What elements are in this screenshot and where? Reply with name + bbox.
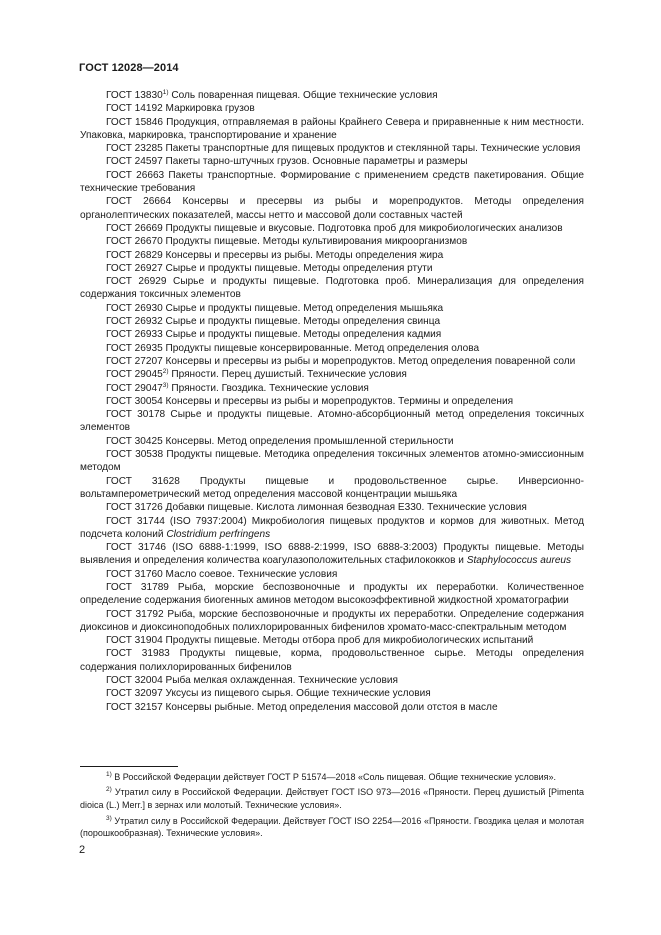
- reference-title: Сырье и продукты пищевые. Атомно-абсорбционный метод определения токсичных элементов: [80, 409, 584, 434]
- reference-title: Продукты пищевые консервированные. Метод определения олова: [162, 342, 480, 354]
- reference-code: ГОСТ 30178: [106, 409, 166, 421]
- reference-title: Сырье и продукты пищевые. Методы определения кадмия: [162, 329, 442, 341]
- reference-code: ГОСТ 30538: [106, 449, 164, 461]
- reference-title: Масло соевое. Технические условия: [162, 568, 338, 580]
- reference-title: Пакеты тарно-штучных грузов. Основные параметры и размеры: [162, 156, 468, 168]
- reference-code: ГОСТ 14192: [106, 103, 163, 115]
- reference-item: [80, 541, 584, 568]
- reference-title: Продукты пищевые. Методика определения токсичных элементов атомно-эмиссионным методом: [80, 449, 584, 474]
- reference-title: Добавки пищевые. Кислота лимонная безводная Е330. Технические условия: [162, 502, 527, 514]
- reference-item: [80, 608, 584, 635]
- reference-title: Продукция, отправляемая в районы Крайнего Севера и приравненные к ним местности. Упаковка, маркировка, транспортирование и хранение: [80, 116, 585, 141]
- reference-item: [80, 581, 584, 608]
- reference-code: ГОСТ 27207: [106, 355, 163, 367]
- reference-code: ГОСТ 30054: [106, 395, 163, 407]
- footnote-mark: 3): [106, 814, 112, 822]
- reference-title: Пакеты транспортные для пищевых продуктов и стеклянной тары. Технические условия: [162, 143, 581, 155]
- reference-code: ГОСТ 31628: [106, 475, 180, 487]
- page-number: 2: [79, 844, 86, 856]
- footnote-mark: 1): [106, 771, 112, 778]
- reference-code: ГОСТ 32004: [106, 675, 163, 687]
- reference-code: ГОСТ 32157: [106, 701, 163, 713]
- reference-code: ГОСТ 29045: [106, 369, 163, 381]
- reference-code: ГОСТ 15846: [106, 116, 164, 128]
- reference-title: Соль поваренная пищевая. Общие технические условия: [168, 90, 438, 101]
- species-name: Staphylococcus aureus: [466, 555, 572, 567]
- footnote-text: Утратил силу в Российской Федерации. Действует ГОСТ ISO 2254—2016 «Пряности. Гвоздика целая и молотая (порошкообразная). Технические условия».: [80, 815, 584, 839]
- reference-title: Сырье и продукты пищевые. Метод определения мышьяка: [162, 302, 444, 314]
- reference-code: ГОСТ 31983: [106, 648, 170, 660]
- footnotes: [80, 771, 584, 843]
- reference-item: [80, 501, 584, 514]
- reference-code: ГОСТ 13830: [106, 90, 163, 101]
- reference-title: (ISO 6888-1:1999, ISO 6888-2:1999, ISO 6888-3:2003) Продукты пищевые. Методы выявления и определения количества коагулазоположительных стафилококков и: [80, 542, 584, 567]
- reference-title: Рыба, морские беспозвоночные и продукты их переработки. Определение содержания диоксинов и диоксиноподобных полихлорированных бифенилов хромато-масс-спектральным методом: [80, 608, 585, 633]
- reference-title: Сырье и продукты пищевые. Подготовка проб. Минерализация для определения содержания токсичных элементов: [80, 276, 584, 301]
- reference-code: ГОСТ 31744: [106, 515, 165, 527]
- reference-item: [80, 515, 584, 542]
- species-name: Clostridium perfringens: [166, 528, 271, 540]
- footnote: [80, 786, 584, 812]
- footnote-mark: 2): [162, 368, 169, 376]
- reference-title: Рыба, морские беспозвоночные и продукты их переработки. Количественное определение содержания биогенных аминов методом высокоэффективной жидкостной хроматографии: [80, 581, 584, 607]
- reference-code: ГОСТ 26935: [106, 342, 163, 354]
- footnote-text: Утратил силу в Российской Федерации. Действует ГОСТ ISO 973—2016 «Пряности. Перец душистый [Pimenta dioica (L.) Merr.] в зернах или молотый. Технические условия».: [80, 787, 584, 811]
- reference-item: [80, 195, 584, 222]
- reference-title: Сырье и продукты пищевые. Методы определения ртути: [162, 262, 433, 274]
- reference-code: ГОСТ 29047: [106, 382, 163, 394]
- reference-code: ГОСТ 31760: [106, 568, 163, 580]
- reference-code: ГОСТ 30425: [106, 435, 163, 447]
- reference-item: [80, 235, 584, 248]
- reference-item: [80, 249, 584, 262]
- reference-item: [80, 102, 584, 115]
- reference-title: Рыба мелкая охлажденная. Технические условия: [162, 675, 398, 687]
- footnote-separator: [80, 766, 178, 767]
- reference-title: (ISO 7937:2004) Микробиология пищевых продуктов и кормов для животных. Метод подсчета колоний: [80, 515, 585, 540]
- reference-item: [80, 674, 584, 687]
- reference-title: Продукты пищевые и продовольственное сырье. Инверсионно-вольтамперометрический метод определения массовой концентрации мышьяка: [80, 475, 585, 500]
- reference-code: ГОСТ 23285: [106, 143, 163, 155]
- reference-code: ГОСТ 31792: [106, 608, 164, 620]
- reference-code: ГОСТ 31726: [106, 502, 163, 514]
- reference-item: [80, 315, 584, 328]
- reference-title: Продукты пищевые. Методы отбора проб для микробиологических испытаний: [162, 635, 534, 647]
- reference-item: [80, 142, 584, 155]
- reference-item: [80, 222, 584, 235]
- reference-title: Консервы. Метод определения промышленной стерильности: [162, 435, 454, 447]
- reference-item: [80, 328, 584, 341]
- reference-item: [80, 368, 584, 381]
- reference-title: Пряности. Гвоздика. Технические условия: [168, 382, 369, 394]
- reference-title: Продукты пищевые и вкусовые. Подготовка проб для микробиологических анализов: [162, 222, 563, 234]
- footnote-mark: 2): [106, 786, 112, 794]
- reference-code: ГОСТ 26664: [106, 196, 172, 208]
- reference-item: [80, 155, 584, 168]
- footnote-mark: 3): [162, 381, 169, 389]
- reference-title: Консервы рыбные. Метод определения массовой доли отстоя в масле: [162, 701, 498, 713]
- reference-title: Маркировка грузов: [162, 103, 255, 115]
- reference-title: Продукты пищевые, корма, продовольственное сырье. Методы определения содержания полихлорированных бифенилов: [80, 648, 584, 673]
- footnote: [80, 771, 584, 784]
- reference-item: [80, 169, 584, 196]
- reference-code: ГОСТ 26933: [106, 329, 163, 341]
- footnote-text: В Российской Федерации действует ГОСТ Р 51574—2018 «Соль пищевая. Общие технические условия».: [111, 772, 557, 782]
- reference-item: [80, 262, 584, 275]
- reference-item: [80, 435, 584, 448]
- reference-item: [80, 568, 584, 581]
- reference-title: Консервы и пресервы из рыбы и морепродуктов. Термины и определения: [162, 395, 514, 407]
- reference-code: ГОСТ 31746: [106, 542, 167, 554]
- reference-title: Продукты пищевые. Методы культивирования микроорганизмов: [162, 236, 468, 248]
- reference-item: [80, 395, 584, 408]
- reference-item: [80, 342, 584, 355]
- reference-title: Консервы и пресервы из рыбы и морепродуктов. Метод определения поваренной соли: [162, 355, 576, 367]
- document-header: ГОСТ 12028—2014: [79, 62, 179, 74]
- reference-item: [80, 116, 584, 143]
- reference-title: Сырье и продукты пищевые. Методы определения свинца: [162, 316, 441, 328]
- reference-item: [80, 687, 584, 700]
- reference-item: [80, 448, 584, 475]
- reference-code: ГОСТ 32097: [106, 688, 163, 700]
- reference-item: [80, 275, 584, 302]
- reference-code: ГОСТ 26932: [106, 316, 163, 328]
- reference-item: [80, 475, 584, 502]
- reference-code: ГОСТ 26670: [106, 236, 163, 248]
- normative-references-list: [80, 89, 584, 714]
- reference-code: ГОСТ 24597: [106, 156, 163, 168]
- footnote: [80, 815, 584, 841]
- reference-item: [80, 355, 584, 368]
- reference-code: ГОСТ 26829: [106, 249, 163, 261]
- reference-code: ГОСТ 26930: [106, 302, 163, 314]
- reference-code: ГОСТ 31904: [106, 635, 163, 647]
- reference-item: [80, 634, 584, 647]
- reference-code: ГОСТ 26669: [106, 222, 163, 234]
- reference-title: Пряности. Перец душистый. Технические условия: [168, 369, 407, 381]
- reference-code: ГОСТ 26927: [106, 262, 163, 274]
- reference-item: [80, 408, 584, 435]
- reference-item: [80, 302, 584, 315]
- footnote-mark: 1): [162, 89, 169, 96]
- reference-item: [80, 89, 584, 102]
- reference-code: ГОСТ 26929: [106, 276, 167, 288]
- reference-item: [80, 701, 584, 714]
- reference-title: Консервы и пресервы из рыбы. Методы определения жира: [162, 249, 444, 261]
- reference-code: ГОСТ 31789: [106, 581, 169, 593]
- reference-item: [80, 647, 584, 674]
- reference-item: [80, 382, 584, 395]
- reference-code: ГОСТ 26663: [106, 169, 165, 181]
- reference-title: Консервы и пресервы из рыбы и морепродуктов. Методы определения органолептических показателей, массы нетто и массовой доли составных частей: [80, 196, 584, 221]
- reference-title: Уксусы из пищевого сырья. Общие технические условия: [162, 688, 431, 700]
- reference-title: Пакеты транспортные. Формирование с применением средств пакетирования. Общие технические требования: [80, 169, 584, 195]
